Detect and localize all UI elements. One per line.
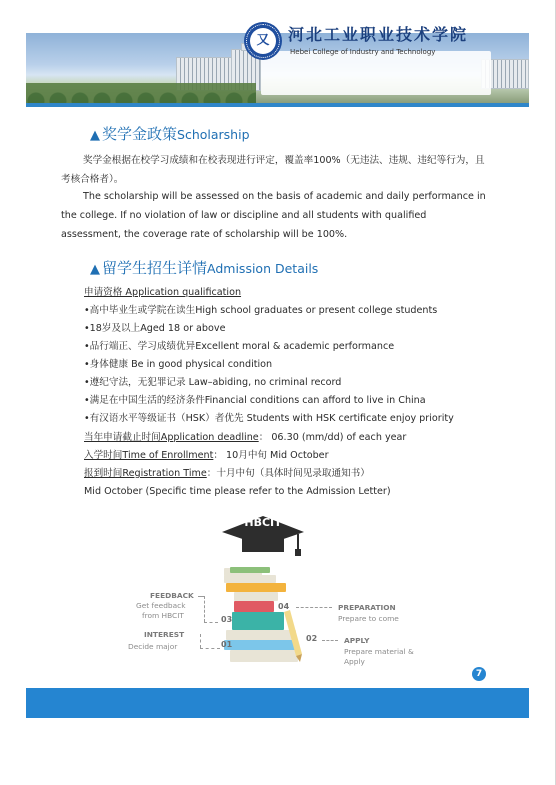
- triangle-icon: ▲: [90, 262, 100, 277]
- header-ribbon: [26, 103, 529, 107]
- step-interest-desc: Decide major: [128, 642, 178, 651]
- step-preparation-desc: Prepare to come: [338, 614, 399, 623]
- triangle-icon: ▲: [90, 128, 100, 143]
- school-name-english: Hebei College of Industry and Technology: [290, 48, 436, 56]
- qualification-item: •身体健康 Be in good physical condition: [84, 359, 273, 370]
- scholarship-title-en: Scholarship: [177, 127, 250, 142]
- connector: [322, 640, 338, 641]
- qualification-item: •遵纪守法，无犯罪记录 Law–abiding, no criminal record: [84, 377, 342, 388]
- book: [226, 583, 286, 592]
- scholarship-paragraph-cn: 奖学金根据在校学习成绩和在校表现进行评定，覆盖率100%（无违法、违规、违纪等行为，且考核合格者）。: [61, 155, 485, 185]
- connector: [204, 622, 218, 623]
- step-feedback-desc2: from HBCIT: [142, 611, 184, 620]
- connector: [200, 648, 220, 649]
- step-number-01: 01: [221, 640, 233, 649]
- pencil-icon: [280, 608, 306, 664]
- college-seal-logo: 又: [244, 22, 282, 60]
- footer-bar: [26, 688, 529, 718]
- step-preparation-title: PREPARATION: [338, 603, 396, 612]
- campus-trees: [26, 83, 256, 103]
- admission-title-cn: 留学生招生详情: [102, 259, 208, 277]
- step-apply-desc: Prepare material &: [344, 647, 414, 656]
- qualification-item: •18岁及以上Aged 18 or above: [84, 323, 226, 334]
- step-number-02: 02: [306, 634, 318, 643]
- deadline-label: 当年申请截止时间Application deadline: [84, 432, 259, 443]
- page-number-badge: 7: [472, 667, 486, 681]
- logo-panel: [261, 51, 491, 95]
- enrollment-line: [84, 449, 329, 463]
- step-feedback-title: FEEDBACK: [150, 591, 194, 600]
- book: [230, 567, 270, 573]
- qualification-item: •满足在中国生活的经济条件Financial conditions can afford to live in China: [84, 395, 426, 406]
- scholarship-title: [90, 123, 250, 144]
- qualification-item: •有汉语水平等级证书（HSK）者优先 Students with HSK certificate enjoy priority: [84, 413, 454, 424]
- qualification-item: •品行端正、学习成绩优异Excellent moral & academic performance: [84, 341, 395, 352]
- connector: [296, 607, 332, 608]
- book: [234, 601, 274, 612]
- qualification-heading: 申请资格 Application qualification: [84, 287, 242, 298]
- scholarship-title-cn: 奖学金政策: [102, 125, 178, 143]
- registration-line-en: Mid October (Specific time please refer to the Admission Letter): [84, 486, 391, 497]
- scholarship-paragraph-en: The scholarship will be assessed on the basis of academic and daily performance in the college. If no violation of law or discipline and all students with qualified assessment, the coverage rate of scholarship will be 100%.: [61, 191, 486, 240]
- registration-line: [84, 467, 370, 481]
- book: [232, 612, 284, 630]
- school-name-chinese: 河北工业职业技术学院: [288, 25, 469, 44]
- step-feedback-desc: Get feedback: [136, 601, 186, 610]
- deadline-value: ： 06.30 (mm/dd) of each year: [258, 432, 407, 443]
- step-number-04: 04: [278, 602, 290, 611]
- connector: [204, 596, 205, 622]
- deadline-line: [84, 431, 406, 445]
- book: [234, 592, 278, 601]
- enrollment-value: ： 10月中旬 Mid October: [213, 450, 329, 461]
- step-apply-desc2: Apply: [344, 657, 365, 666]
- step-interest-title: INTEREST: [144, 630, 185, 639]
- book: [224, 575, 276, 583]
- admission-title-en: Admission Details: [207, 261, 319, 276]
- admission-process-infographic: [120, 512, 430, 677]
- cap-text: HBCIT: [244, 516, 282, 529]
- registration-value: ：十月中旬（具体时间见录取通知书）: [206, 468, 370, 479]
- step-number-03: 03: [221, 615, 233, 624]
- connector: [200, 634, 201, 648]
- registration-label: 报到时间Registration Time: [84, 468, 207, 479]
- enrollment-label: 入学时间Time of Enrollment: [84, 450, 214, 461]
- qualification-item: •高中毕业生或学院在读生High school graduates or present college students: [84, 305, 438, 316]
- admission-title: [90, 257, 318, 278]
- step-apply-title: APPLY: [344, 636, 370, 645]
